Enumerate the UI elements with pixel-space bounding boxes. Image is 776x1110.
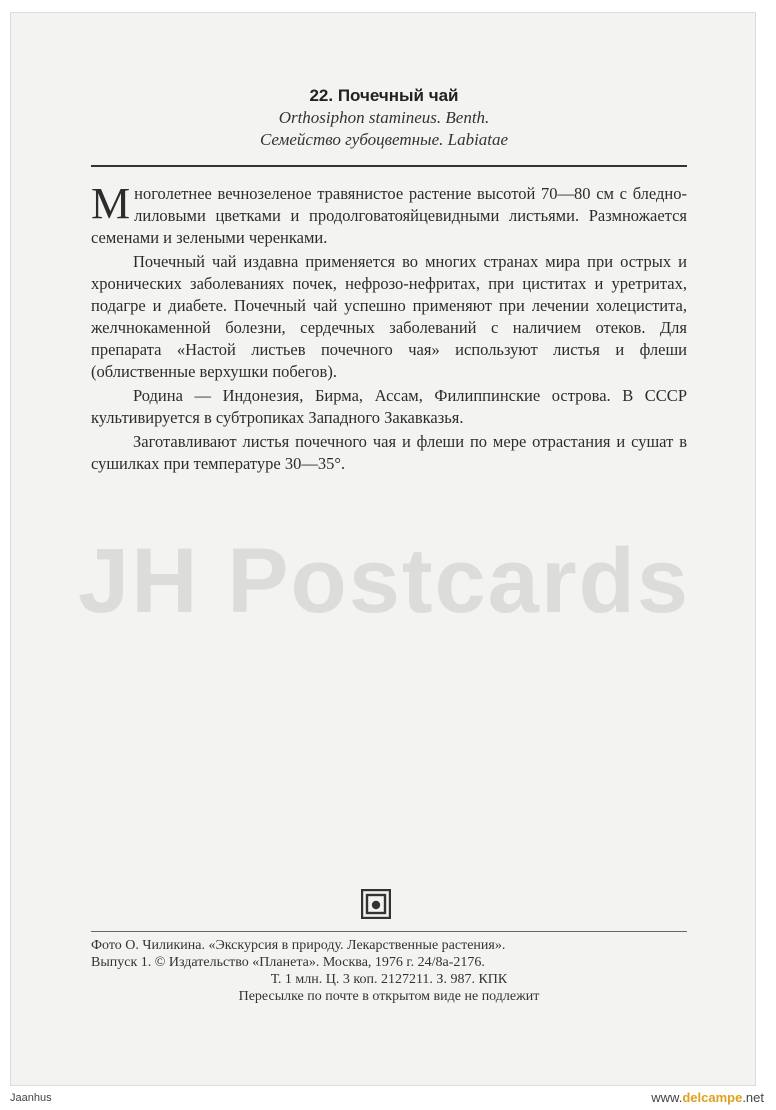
- site-suffix: .net: [742, 1090, 764, 1105]
- watermark: JH Postcards: [77, 530, 691, 632]
- header-divider: [91, 165, 687, 167]
- paragraph-1: [91, 179, 687, 249]
- seller-name: Jaanhus: [10, 1092, 52, 1104]
- imprint: [91, 937, 687, 1005]
- latin-name: Orthosiphon stamineus. Benth.: [278, 108, 490, 127]
- paragraph-3: Родина — Индонезия, Бирма, Ассам, Филиппинские острова. В СССР культивируется в субтропиках Западного Закавказья.: [91, 386, 687, 427]
- description: [91, 179, 687, 477]
- footer-divider: [91, 931, 687, 932]
- site-link[interactable]: [651, 1090, 764, 1105]
- paragraph-4: Заготавливают листья почечного чая и флеши по мере отрастания и сушат в сушилках при температуре 30—35°.: [91, 432, 687, 473]
- imprint-line-1: Фото О. Чиликина. «Экскурсия в природу. Лекарственные растения».: [91, 938, 506, 953]
- header: [11, 85, 757, 151]
- paragraph-1-text: ноголетнее вечнозеленое травянистое растение высотой 70—80 см с бледно-лиловыми цветками и продолговатояйцевидными листьями. Размножается семенами и зелеными черенками.: [91, 184, 687, 247]
- paragraph-2: Почечный чай издавна применяется во многих странах мира при острых и хронических заболеваниях почек, нефрозо-нефритах, при циститах и уретритах, подагре и диабете. Почечный чай успешно применяют при лечении холецистита, желчнокаменной болезни, сердечных заболеваний с наличием отеков. Для препарата «Настой листьев почечного чая» используют листья и флеши (облиственные верхушки побегов).: [91, 252, 687, 381]
- footer-bar: [0, 1088, 776, 1110]
- drop-cap: М: [91, 179, 131, 228]
- imprint-line-2: Выпуск 1. © Издательство «Планета». Москва, 1976 г. 24/8а-2176.: [91, 955, 485, 970]
- postcard-back: [10, 12, 756, 1086]
- imprint-line-3: Т. 1 млн. Ц. 3 коп. 2127211. З. 987. КПК: [270, 972, 508, 987]
- site-brand: delcampe: [682, 1090, 743, 1105]
- plant-family: Семейство губоцветные. Labiatae: [259, 130, 509, 149]
- site-prefix: www.: [651, 1090, 683, 1105]
- page-title: 22. Почечный чай: [309, 86, 459, 105]
- imprint-line-4: Пересылке по почте в открытом виде не подлежит: [238, 989, 540, 1004]
- publisher-logo-icon: [361, 889, 391, 919]
